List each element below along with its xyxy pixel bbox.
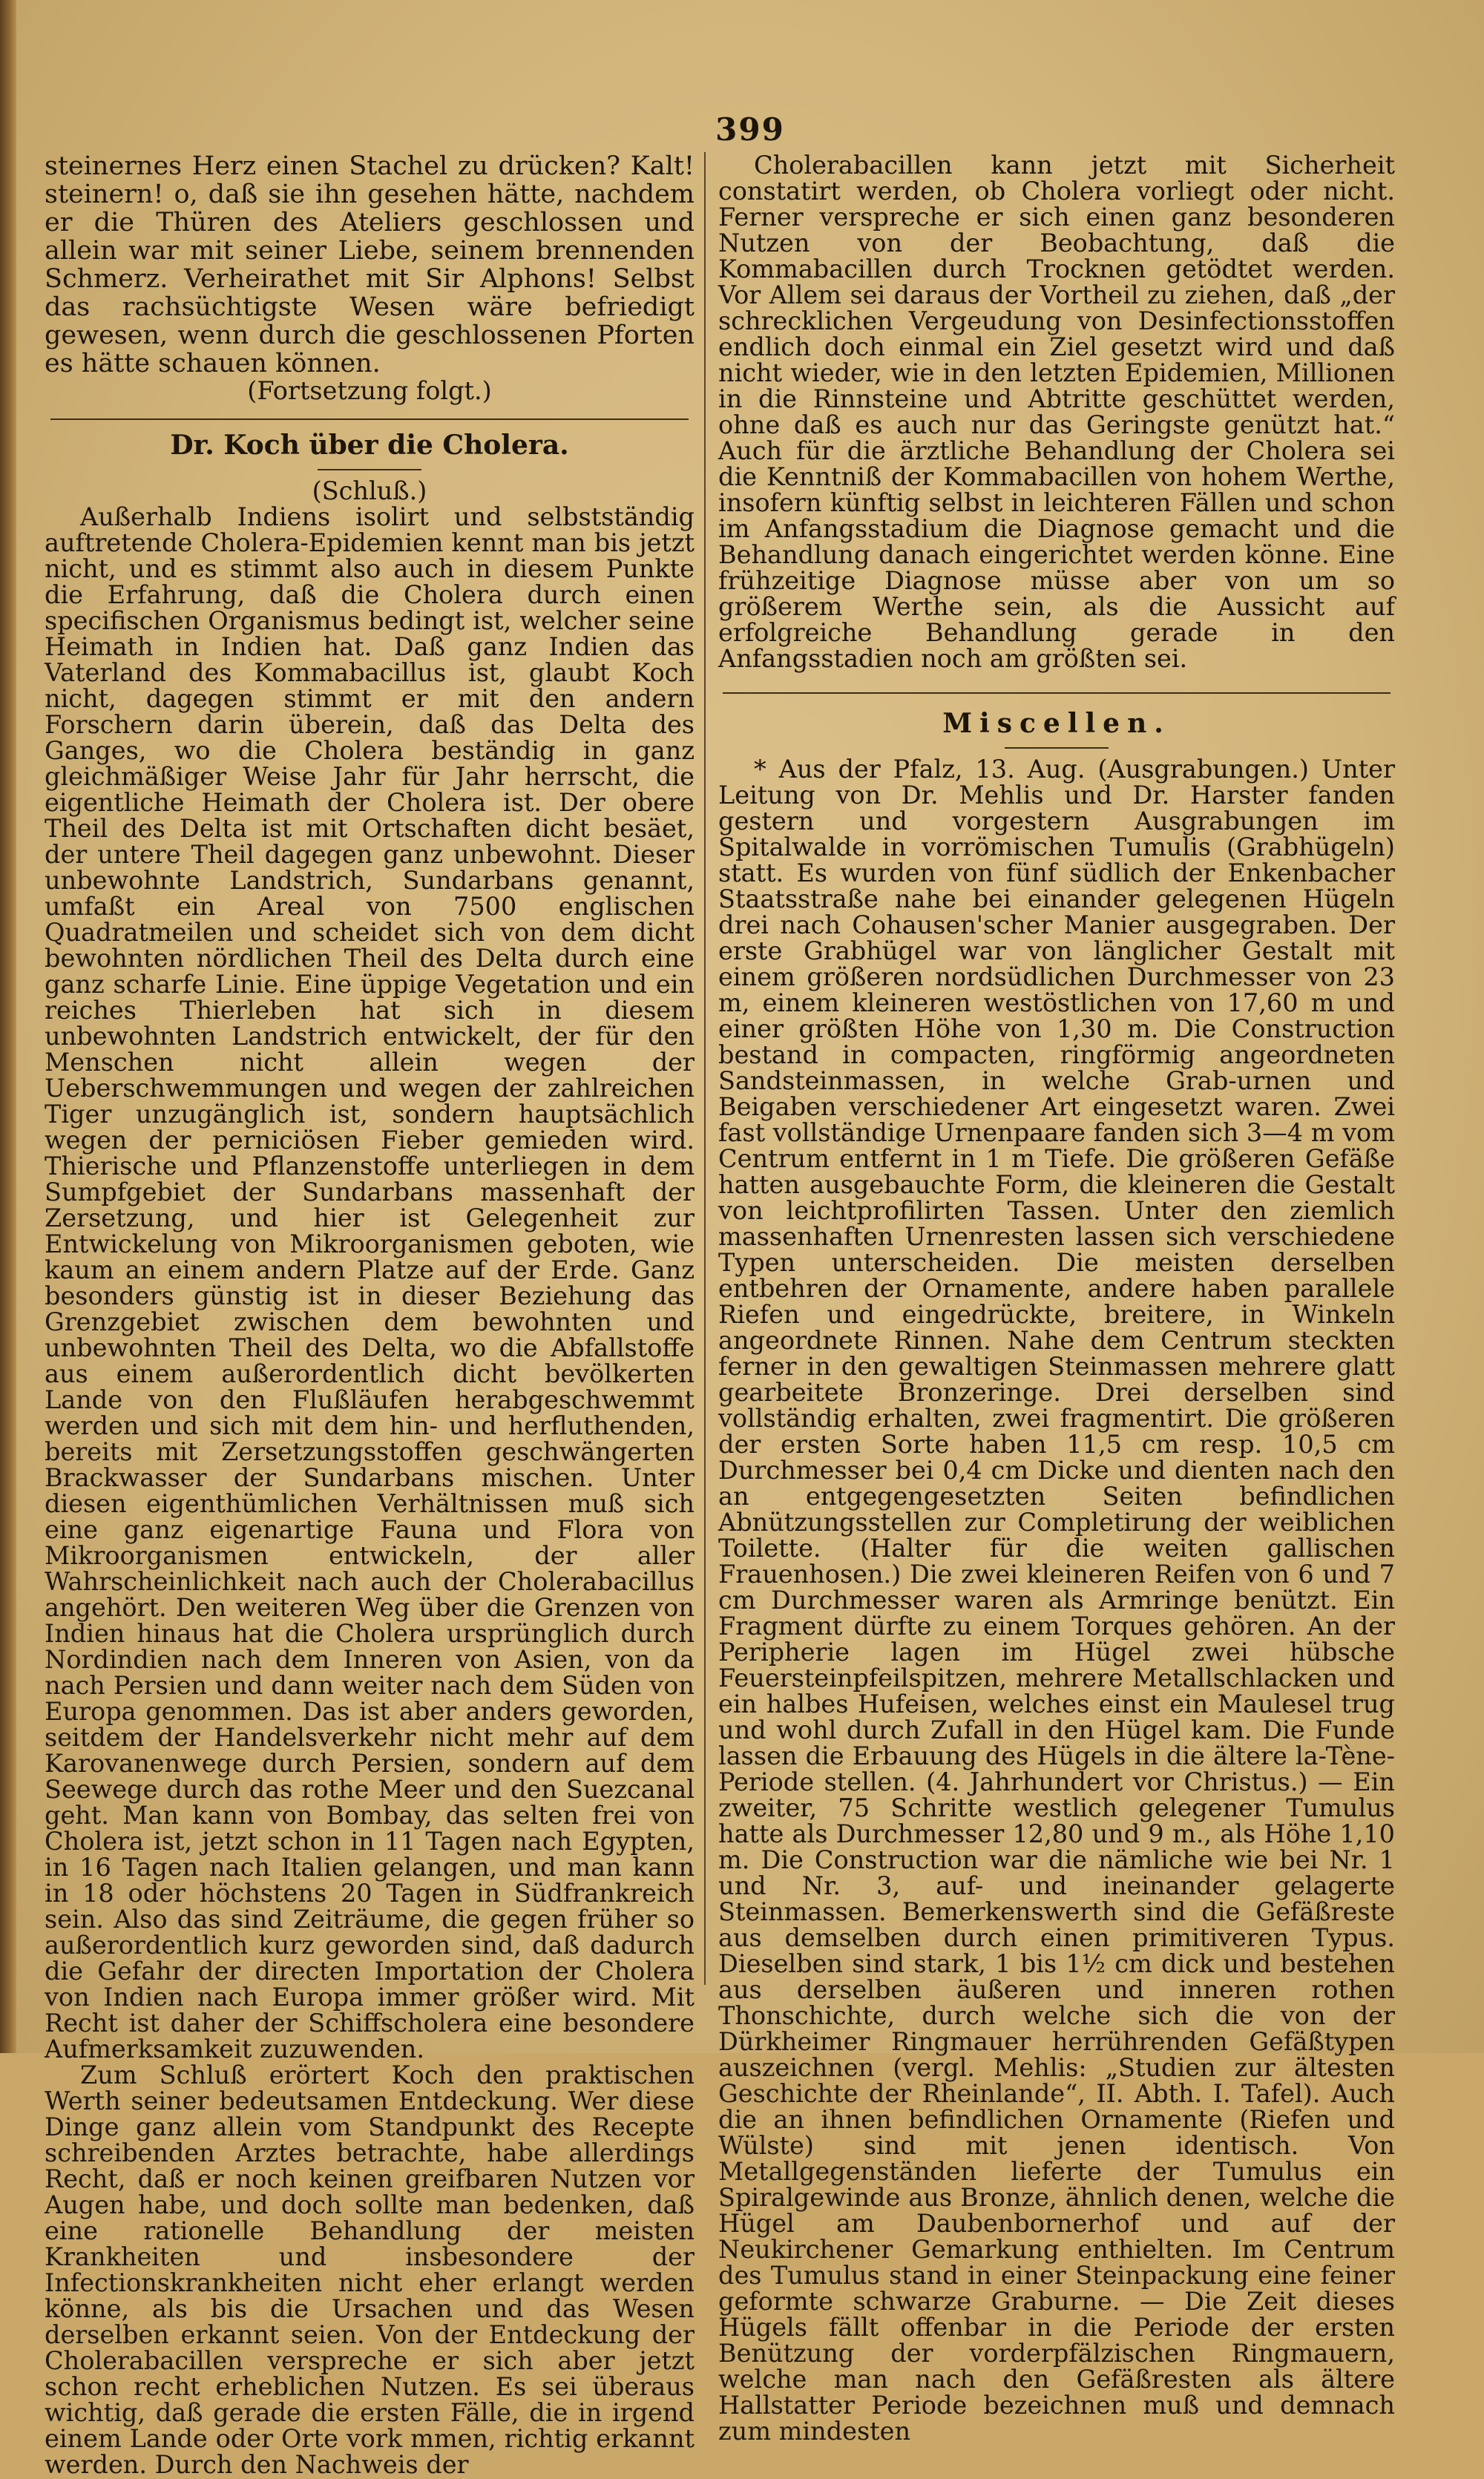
page-number: 399 [715,111,785,148]
title-underline [1005,747,1109,749]
serial-continuation-text: steinernes Herz einen Stachel zu drücken? Kalt! steinern! o, daß sie ihn gesehen hätte, nachdem er die Thüren des Ateliers geschlossen und allein war mit seiner Liebe, seinem brennenden Schmerz. Verheirathet mit Sir Alphons! Selbst das rachsüchtigste Wesen wäre befriedigt gewesen, wenn durch die geschlossenen Pforten es hätte schauen können. [45,151,695,378]
section-divider [50,418,689,420]
left-column [45,152,695,2478]
newspaper-page [16,0,1484,2479]
article-subtitle: (Schluß.) [312,476,427,505]
title-underline [318,469,421,470]
article-paragraph-2: Zum Schluß erörtert Koch den praktischen Werth seiner bedeutsamen Entdeckung. Wer diese Dinge ganz allein vom Standpunkt des Recepte schreibenden Arztes betrachte, habe allerdings Recht, daß er noch keinen greifbaren Nutzen vor Augen habe, und doch sollte man bedenken, daß eine rationelle Behandlung der meisten Krankheiten und insbesondere der Infectionskrankheiten nicht eher erlangt werden könne, als bis die Ursachen und das Wesen derselben erkannt seien. Von der Entdeckung der Cholerabacillen verspreche er sich aber jetzt schon recht erheblichen Nutzen. Es sei überaus wichtig, daß gerade die ersten Fälle, die in irgend einem Lande oder Orte vork mmen, richtig erkannt werden. Durch den Nachweis der [45,2061,695,2479]
book-spine [0,0,16,2053]
fortsetzung-note: (Fortsetzung folgt.) [247,376,492,405]
article-paragraph-1: Außerhalb Indiens isolirt und selbstständig auftretende Cholera-Epidemien kennt man bis jetzt nicht, und es stimmt also auch in diesem Punkte die Erfahrung, daß die Cholera durch einen specifischen Organismus bedingt ist, welcher seine Heimath in Indien hat. Daß ganz Indien das Vaterland des Kommabacillus ist, glaubt Koch nicht, dagegen stimmt er mit den andern Forschern darin überein, daß das Delta des Ganges, wo die Cholera beständig in ganz gleichmäßiger Weise Jahr für Jahr herrscht, die eigentliche Heimath der Cholera ist. Der obere Theil des Delta ist mit Ortschaften dicht besäet, der untere Theil dagegen ganz unbewohnt. Dieser unbewohnte Landstrich, Sundarbans genannt, umfaßt ein Areal von 7500 englischen Quadratmeilen und scheidet sich von dem dicht bewohnten nördlichen Theil des Delta durch eine ganz scharfe Linie. Eine üppige Vegetation und ein reiches Thierleben hat sich in diesem unbewohnten Landstrich entwickelt, der für den Menschen nicht allein wegen der Ueberschwemmungen und wegen der zahlreichen Tiger unzugänglich ist, sondern hauptsächlich wegen der perniciösen Fieber gemieden wird. Thierische und Pflanzenstoffe unterliegen in dem Sumpfgebiet der Sundarbans massenhaft der Zersetzung, und hier ist Gelegenheit zur Entwickelung von Mikroorganismen geboten, wie kaum an einem andern Platze auf der Erde. Ganz besonders günstig ist in dieser Beziehung das Grenzgebiet zwischen dem bewohnten und unbewohnten Theil des Delta, wo die Abfallstoffe aus einem außerordentlich dicht bevölkerten Lande von den Flußläufen herabgeschwemmt werden und sich mit dem hin- und herfluthenden, bereits mit Zersetzungsstoffen geschwängerten Brackwasser der Sundarbans mischen. Unter diesen eigenthümlichen Verhältnissen muß sich eine ganz eigenartige Fauna und Flora von Mikroorganismen entwickeln, der aller Wahrscheinlichkeit nach auch der Cholerabacillus angehört. Den weiteren Weg über die Grenzen von Indien hinaus hat die Cholera ursprünglich durch Nordindien nach dem Inneren von Asien, von da nach Persien und dann weiter nach dem Süden von Europa genommen. Das ist aber anders geworden, seitdem der Handelsverkehr nicht mehr auf dem Karovanenwege durch Persien, sondern auf dem Seewege durch das rothe Meer und den Suezcanal geht. Man kann von Bombay, das selten frei von Cholera ist, jetzt schon in 11 Tagen nach Egypten, in 16 Tagen nach Italien gelangen, und man kann in 18 oder höchstens 20 Tagen in Südfrankreich sein. Also das sind Zeiträume, die gegen früher so außerordentlich kurz geworden sind, daß dadurch die Gefahr der directen Importation der Cholera von Indien nach Europa immer größer wird. Mit Recht ist daher der Schiffscholera eine besondere Aufmerksamkeit zuzuwenden. [45,502,695,2063]
article-continuation-paragraph: Cholerabacillen kann jetzt mit Sicherheit constatirt werden, ob Cholera vorliegt oder nicht. Ferner verspreche er sich einen ganz besonderen Nutzen von der Beobachtung, daß die Kommabacillen durch Trocknen getödtet werden. Vor Allem sei daraus der Vortheil zu ziehen, daß „der schrecklichen Vergeudung von Desinfectionsstoffen endlich doch einmal ein Ziel gesetzt wird und daß nicht wieder, wie in den letzten Epidemien, Millionen in die Rinnsteine und Abtritte geschüttet werden, ohne daß es auch nur das Geringste genützt hat.“ Auch für die ärztliche Behandlung der Cholera sei die Kenntniß der Kommabacillen von hohem Werthe, insofern künftig selbst in leichteren Fällen und schon im Anfangsstadium die Diagnose gemacht und die Behandlung danach eingerichtet werden könne. Eine frühzeitige Diagnose müsse aber von um so größerem Werthe sein, als die Aussicht auf erfolgreiche Behandlung gerade in den Anfangsstadien noch am größten sei. [718,151,1395,673]
miscellen-title: Miscellen. [942,708,1171,739]
article-title: Dr. Koch über die Cholera. [170,430,569,461]
section-divider [723,692,1391,694]
right-column [718,152,1395,2444]
column-divider [704,152,706,1985]
miscellen-paragraph: * Aus der Pfalz, 13. Aug. (Ausgrabungen.) Unter Leitung von Dr. Mehlis und Dr. Harster fanden gestern und vorgestern Ausgrabungen im Spitalwalde in vorrömischen Tumulis (Grabhügeln) statt. Es wurden von fünf südlich der Enkenbacher Staatsstraße nahe bei einander gelegenen Hügeln drei nach Cohausen'scher Manier ausgegraben. Der erste Grabhügel war von länglicher Gestalt mit einem größeren nordsüdlichen Durchmesser von 23 m, einem kleineren westöstlichen von 17,60 m und einer größten Höhe von 1,30 m. Die Construction bestand in compacten, ringförmig angeordneten Sandsteinmassen, in welche Grab-urnen und Beigaben verschiedener Art eingesetzt waren. Zwei fast vollständige Urnenpaare fanden sich 3—4 m vom Centrum entfernt in 1 m Tiefe. Die größeren Gefäße hatten ausgebauchte Form, die kleineren die Gestalt von leichtprofilirten Tassen. Unter den ziemlich massenhaften Urnenresten lassen sich verschiedene Typen unterscheiden. Die meisten derselben entbehren der Ornamente, andere haben parallele Riefen und eingedrückte, breitere, in Winkeln angeordnete Rinnen. Nahe dem Centrum steckten ferner in den gewaltigen Steinmassen mehrere glatt gearbeitete Bronzeringe. Drei derselben sind vollständig erhalten, zwei fragmentirt. Die größeren der ersten Sorte haben 11,5 cm resp. 10,5 cm Durchmesser bei 0,4 cm Dicke und dienten nach den an entgegengesetzten Seiten befindlichen Abnützungsstellen zur Completirung der weiblichen Toilette. (Halter für die weiten gallischen Frauenhosen.) Die zwei kleineren Reifen von 6 und 7 cm Durchmesser waren als Armringe benützt. Ein Fragment dürfte zu einem Torques gehören. An der Peripherie lagen im Hügel zwei hübsche Feuersteinpfeilspitzen, mehrere Metallschlacken und ein halbes Hufeisen, welches einst ein Maulesel trug und wohl durch Zufall in den Hügel kam. Die Funde lassen die Erbauung des Hügels in die ältere la-Tène-Periode stellen. (4. Jahrhundert vor Christus.) — Ein zweiter, 75 Schritte westlich gelegener Tumulus hatte als Durchmesser 12,80 und 9 m., als Höhe 1,10 m. Die Construction war die nämliche wie bei Nr. 1 und Nr. 3, auf- und ineinander gelagerte Steinmassen. Bemerkenswerth sind die Gefäßreste aus demselben durch einen primitiveren Typus. Dieselben sind stark, 1 bis 1½ cm dick und bestehen aus derselben äußeren und inneren rothen Thonschichte, durch welche sich die von der Dürkheimer Ringmauer herrührenden Gefäßtypen auszeichnen (vergl. Mehlis: „Studien zur ältesten Geschichte der Rheinlande“, II. Abth. I. Tafel). Auch die an ihnen befindlichen Ornamente (Riefen und Wülste) sind mit jenen identisch. Von Metallgegenständen lieferte der Tumulus ein Spiralgewinde aus Bronze, ähnlich denen, welche die Hügel am Daubenbornerhof und auf der Neukirchener Gemarkung enthielten. Im Centrum des Tumulus stand in einer Steinpackung eine feiner geformte schwarze Graburne. — Die Zeit dieses Hügels fällt offenbar in die Periode der ersten Benützung der vorderpfälzischen Ringmauern, welche man nach den Gefäßresten als ältere Hallstatter Periode bezeichnen muß und demnach zum mindesten [718,755,1395,2446]
